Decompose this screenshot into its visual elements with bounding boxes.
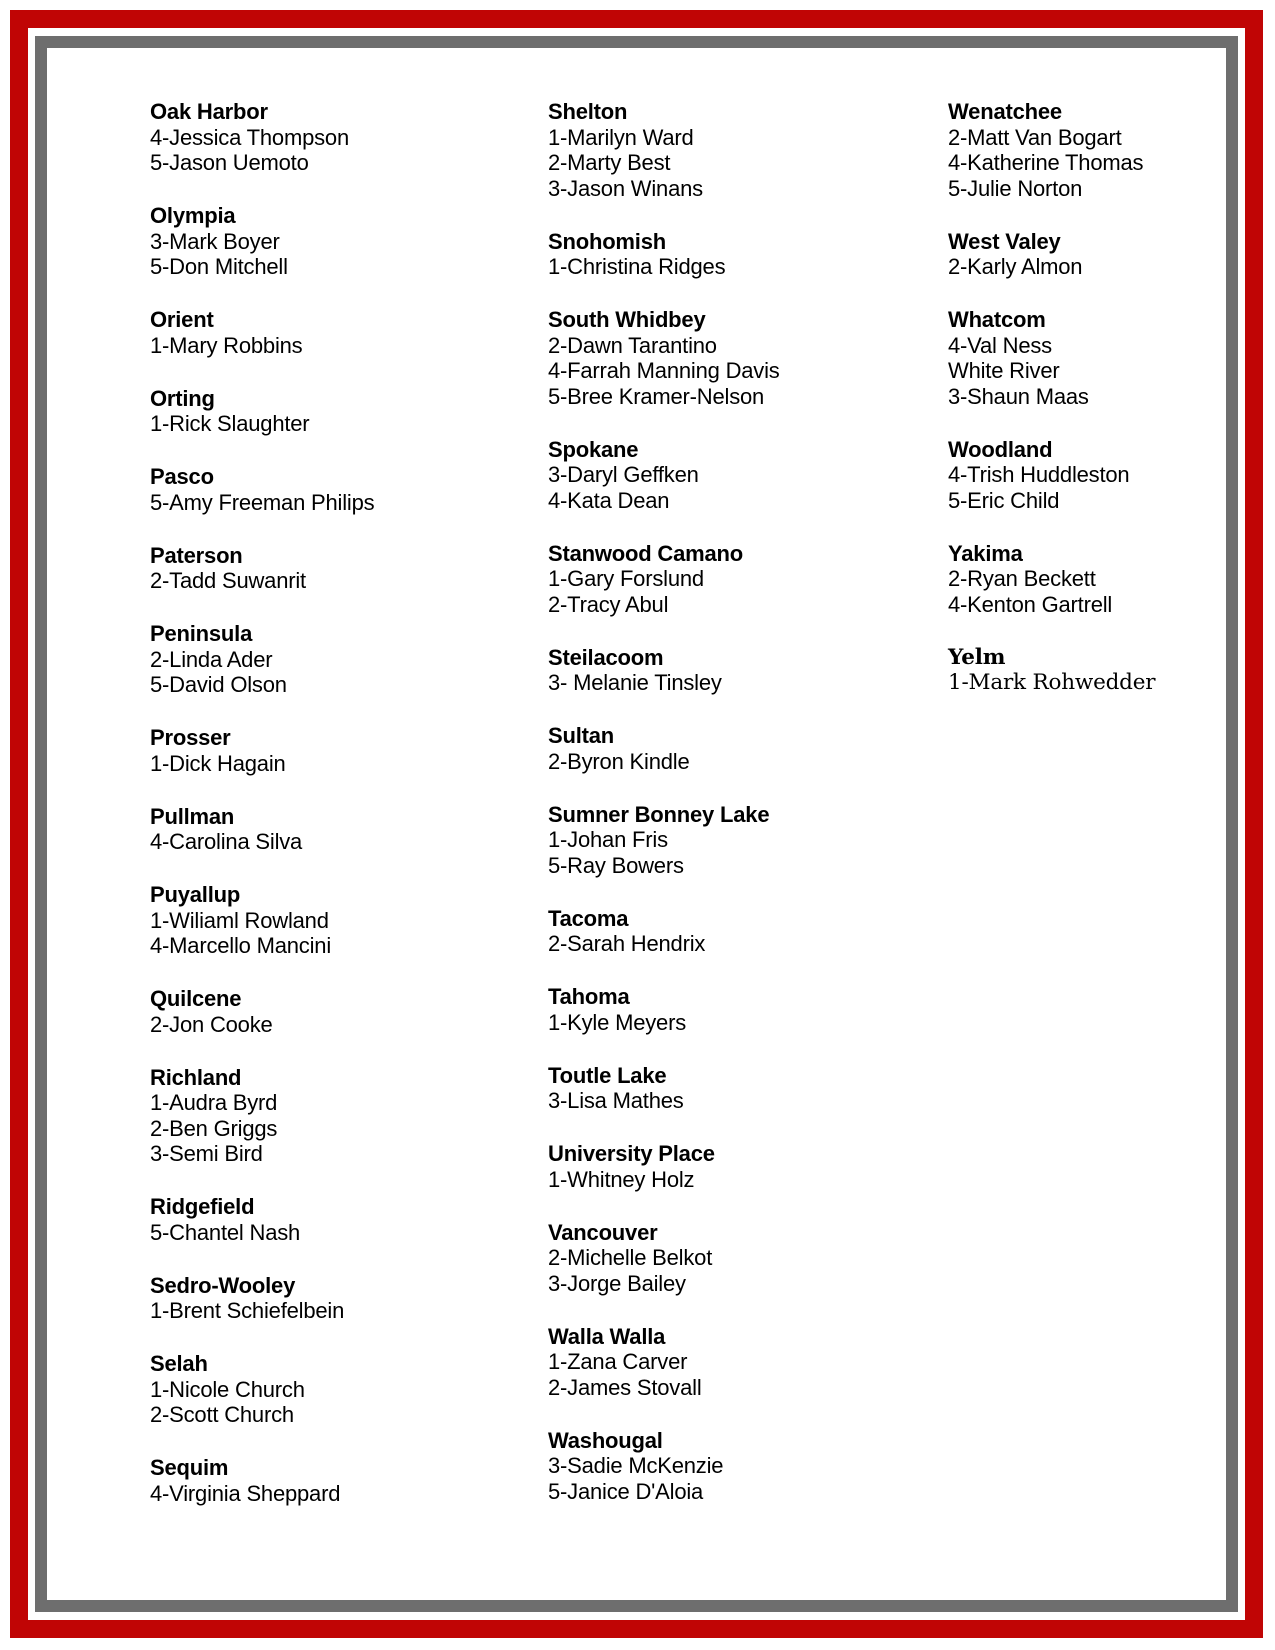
city-section <box>548 229 938 280</box>
member-line: 3- Melanie Tinsley <box>548 670 722 695</box>
city-name: Sumner Bonney Lake <box>548 801 770 827</box>
city-name: Oak Harbor <box>150 99 268 124</box>
city-name: Orient <box>150 307 214 332</box>
member-line: 5-Bree Kramer-Nelson <box>548 383 765 409</box>
column-middle <box>548 99 938 1532</box>
member-line: 4-Kenton Gartrell <box>948 591 1113 617</box>
city-section <box>948 437 1275 514</box>
city-section <box>548 99 938 201</box>
city-name: Puyallup <box>150 882 241 907</box>
city-section <box>548 541 938 618</box>
city-name: Paterson <box>150 542 243 568</box>
member-line: 5-Janice D'Aloia <box>548 1478 704 1504</box>
city-section <box>150 1194 540 1245</box>
city-section <box>948 99 1275 201</box>
member-line: 4-Carolina Silva <box>150 829 303 854</box>
member-line: 2-Scott Church <box>150 1402 294 1427</box>
city-name: Pullman <box>150 803 235 829</box>
member-line: 4-Val Ness <box>948 332 1052 358</box>
member-line: 2-Linda Ader <box>150 646 273 672</box>
city-name: Tacoma <box>548 905 629 931</box>
member-line: 3-Sadie McKenzie <box>548 1453 724 1478</box>
city-section <box>548 802 938 879</box>
member-line: 5-Eric Child <box>948 487 1060 513</box>
member-line: 5-Ray Bowers <box>548 852 684 878</box>
city-name: Selah <box>150 1351 208 1376</box>
member-line: 4-Jessica Thompson <box>150 124 349 150</box>
member-line: 4-Kata Dean <box>548 487 670 513</box>
city-section <box>150 882 540 959</box>
city-name: South Whidbey <box>548 307 706 332</box>
city-section <box>150 543 540 594</box>
member-line: 1-Marilyn Ward <box>548 124 694 150</box>
city-section <box>150 1273 540 1324</box>
member-line: 1-Christina Ridges <box>548 254 726 279</box>
city-section <box>948 307 1275 409</box>
member-line: 5-Julie Norton <box>948 175 1083 201</box>
city-name: Whatcom <box>948 307 1046 332</box>
member-line: 1-Brent Schiefelbein <box>150 1298 345 1323</box>
city-section <box>548 645 938 696</box>
member-line: 5-David Olson <box>150 672 287 697</box>
city-section <box>948 229 1275 280</box>
column-left <box>150 99 540 1534</box>
member-line: 4-Virginia Sheppard <box>150 1480 341 1506</box>
member-line: 2-Ben Griggs <box>150 1115 278 1141</box>
member-line: 3-Jorge Bailey <box>548 1270 686 1296</box>
member-line: 3-Mark Boyer <box>150 228 280 254</box>
city-section <box>150 725 540 776</box>
city-name: Orting <box>150 385 215 411</box>
member-line: 3-Shaun Maas <box>948 383 1089 409</box>
city-name: Toutle Lake <box>548 1062 667 1088</box>
member-line: 2-Matt Van Bogart <box>948 124 1122 150</box>
member-line: 4-Katherine Thomas <box>948 150 1144 175</box>
city-section <box>150 804 540 855</box>
member-line: 2-Tadd Suwanrit <box>150 568 306 593</box>
member-line: 1-Dick Hagain <box>150 750 286 776</box>
member-line: 2-Karly Almon <box>948 254 1083 279</box>
member-line: 4-Trish Huddleston <box>948 462 1130 487</box>
member-line: 5-Chantel Nash <box>150 1219 301 1245</box>
member-line: 1-Mark Rohwedder <box>948 670 1156 695</box>
member-line: 4-Marcello Mancini <box>150 933 332 958</box>
city-section <box>150 621 540 698</box>
member-line: 1-Rick Slaughter <box>150 411 310 436</box>
member-line: 3-Daryl Geffken <box>548 462 699 487</box>
member-line: 1-Wiliaml Rowland <box>150 907 329 933</box>
city-name: University Place <box>548 1141 715 1166</box>
city-section <box>150 1351 540 1428</box>
city-name: Wenatchee <box>948 99 1062 124</box>
member-line: 2-Michelle Belkot <box>548 1245 713 1270</box>
city-name: Richland <box>150 1064 242 1090</box>
city-name: Sultan <box>548 723 615 748</box>
member-line: 1-Whitney Holz <box>548 1166 695 1192</box>
member-line: 5-Amy Freeman Philips <box>150 489 375 515</box>
city-name: Steilacoom <box>548 644 664 670</box>
member-line: 1-Johan Fris <box>548 827 668 852</box>
city-section <box>150 986 540 1037</box>
member-line: 2-Marty Best <box>548 150 671 175</box>
member-line: 2-Byron Kindle <box>548 748 690 774</box>
column-right <box>948 99 1275 723</box>
city-name: Yakima <box>948 540 1023 566</box>
city-section <box>150 203 540 280</box>
city-name: Yelm <box>948 644 1006 670</box>
city-name: Vancouver <box>548 1219 658 1245</box>
member-line: 3-Jason Winans <box>548 175 703 201</box>
member-line: 3-Semi Bird <box>150 1141 263 1166</box>
city-section <box>548 1063 938 1114</box>
red-border-frame <box>10 10 1263 1638</box>
city-section <box>548 1220 938 1297</box>
member-line: 3-Lisa Mathes <box>548 1088 684 1113</box>
city-section <box>548 723 938 774</box>
member-line: 2-Jon Cooke <box>150 1011 273 1037</box>
city-name: Woodland <box>948 436 1053 462</box>
member-line: 1-Gary Forslund <box>548 566 704 591</box>
city-section <box>548 437 938 514</box>
city-name: Quilcene <box>150 986 242 1011</box>
city-name: Washougal <box>548 1427 663 1453</box>
member-line: 2-Dawn Tarantino <box>548 332 717 358</box>
city-section <box>150 99 540 176</box>
city-name: Pasco <box>150 464 214 489</box>
member-line: 2-James Stovall <box>548 1374 702 1400</box>
member-line: 2-Ryan Beckett <box>948 566 1096 591</box>
member-line: 2-Tracy Abul <box>548 591 669 617</box>
member-line: 1-Kyle Meyers <box>548 1009 686 1035</box>
city-name: Peninsula <box>150 621 253 646</box>
city-name: Sedro-Wooley <box>150 1272 296 1298</box>
city-section <box>948 541 1275 618</box>
member-line: 4-Farrah Manning Davis <box>548 358 780 383</box>
city-name: Shelton <box>548 99 628 124</box>
city-name: Tahoma <box>548 984 630 1009</box>
city-section <box>948 645 1275 696</box>
city-name: Stanwood Camano <box>548 540 744 566</box>
city-name: Ridgefield <box>150 1194 255 1219</box>
city-section <box>548 984 938 1035</box>
city-section <box>548 307 938 409</box>
member-line: 1-Audra Byrd <box>150 1090 278 1115</box>
member-line: 1-Mary Robbins <box>150 332 303 358</box>
city-name: Walla Walla <box>548 1323 666 1349</box>
gray-border-frame <box>35 36 1238 1612</box>
member-line: 1-Nicole Church <box>150 1376 305 1402</box>
city-section <box>150 307 540 358</box>
city-name: Sequim <box>150 1455 229 1480</box>
city-name: Prosser <box>150 725 231 750</box>
city-section <box>548 906 938 957</box>
member-line: 2-Sarah Hendrix <box>548 931 706 956</box>
member-line: White River <box>948 358 1060 383</box>
city-section <box>150 464 540 515</box>
city-name: Olympia <box>150 203 236 228</box>
roster-content <box>47 48 1226 1600</box>
city-section <box>548 1324 938 1401</box>
city-section <box>150 386 540 437</box>
city-section <box>548 1428 938 1505</box>
city-name: West Valey <box>948 228 1061 254</box>
city-section <box>150 1065 540 1167</box>
member-line: 5-Don Mitchell <box>150 254 288 279</box>
city-name: Snohomish <box>548 228 666 254</box>
city-section <box>150 1455 540 1506</box>
member-line: 1-Zana Carver <box>548 1349 688 1374</box>
member-line: 5-Jason Uemoto <box>150 150 309 175</box>
city-section <box>548 1141 938 1192</box>
city-name: Spokane <box>548 436 639 462</box>
